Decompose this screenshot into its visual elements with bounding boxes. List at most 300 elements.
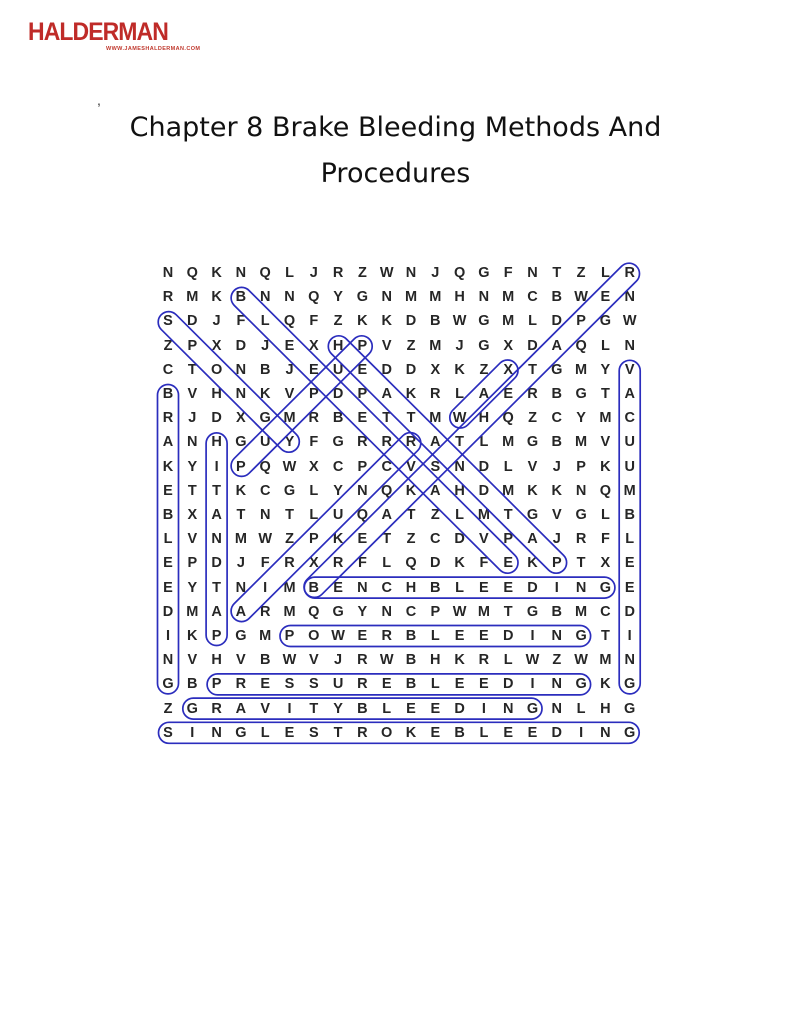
grid-letter: G <box>235 434 247 451</box>
grid-letter: B <box>235 289 247 306</box>
grid-letter: E <box>357 361 368 378</box>
grid-letter: L <box>309 507 319 523</box>
grid-letter: B <box>430 313 441 330</box>
grid-letter: V <box>308 652 319 669</box>
grid-letter: R <box>357 652 368 669</box>
grid-letter: I <box>214 458 219 475</box>
grid-letter: D <box>381 361 392 378</box>
grid-letter: A <box>211 507 222 523</box>
grid-letter: I <box>579 724 584 741</box>
grid-letter: A <box>551 337 563 354</box>
grid-letter: V <box>187 531 198 548</box>
grid-letter: B <box>162 386 174 402</box>
grid-letter: F <box>479 555 489 572</box>
grid-letter: U <box>624 458 635 475</box>
grid-letter: Q <box>381 482 393 499</box>
grid-letter: K <box>187 628 198 644</box>
grid-letter: L <box>600 507 610 523</box>
grid-letter: D <box>405 313 417 330</box>
grid-letter: I <box>263 579 268 596</box>
grid-letter: K <box>527 555 538 572</box>
grid-letter: W <box>379 265 394 281</box>
grid-letter: K <box>527 482 538 499</box>
grid-letter: G <box>356 289 369 306</box>
grid-letter: B <box>430 579 441 596</box>
grid-letter: G <box>575 628 587 644</box>
grid-letter: M <box>283 579 296 596</box>
grid-letter: N <box>162 265 174 281</box>
grid-letter: O <box>308 628 320 644</box>
grid-letter: V <box>236 652 246 669</box>
grid-letter: W <box>282 458 297 475</box>
grid-letter: A <box>624 386 635 402</box>
grid-letter: T <box>236 507 246 523</box>
grid-letter: A <box>430 434 441 451</box>
grid-letter: L <box>503 652 513 669</box>
grid-letter: E <box>163 482 173 499</box>
grid-letter: I <box>530 628 535 644</box>
grid-letter: M <box>575 434 588 451</box>
grid-letter: M <box>429 337 442 354</box>
grid-letter: S <box>430 458 441 475</box>
grid-letter: M <box>283 603 296 620</box>
grid-letter: I <box>190 724 195 741</box>
grid-letter: K <box>454 361 465 378</box>
grid-letter: K <box>551 482 563 499</box>
grid-letter: G <box>526 603 539 620</box>
grid-letter: N <box>575 579 587 596</box>
grid-letter: L <box>479 724 489 741</box>
grid-letter: B <box>187 676 198 693</box>
grid-letter: L <box>600 337 610 354</box>
grid-letter: J <box>334 652 343 669</box>
grid-letter: T <box>406 410 416 427</box>
grid-letter: T <box>382 531 392 548</box>
grid-letter: D <box>162 603 174 620</box>
grid-letter: T <box>212 579 222 596</box>
grid-letter: K <box>235 482 247 499</box>
grid-letter: J <box>236 555 245 572</box>
grid-letter: Q <box>308 289 320 306</box>
grid-letter: N <box>235 265 247 281</box>
grid-letter: W <box>331 628 345 644</box>
grid-letter: M <box>502 482 515 499</box>
grid-letter: A <box>235 603 247 620</box>
grid-letter: P <box>576 458 586 475</box>
grid-letter: T <box>552 265 562 281</box>
grid-letter: S <box>308 676 319 693</box>
grid-letter: E <box>357 410 368 427</box>
grid-letter: L <box>528 313 537 330</box>
grid-letter: A <box>381 386 392 402</box>
grid-letter: J <box>552 458 561 475</box>
grid-letter: W <box>282 652 297 669</box>
grid-letter: H <box>478 410 490 427</box>
grid-letter: N <box>259 289 271 306</box>
grid-letter: G <box>162 676 174 693</box>
grid-letter: L <box>430 676 440 693</box>
grid-letter: Z <box>552 652 562 669</box>
grid-letter: P <box>308 386 319 402</box>
grid-letter: Y <box>576 410 586 427</box>
grid-letter: Y <box>284 434 295 451</box>
grid-letter: D <box>624 603 635 620</box>
grid-letter: H <box>600 700 611 717</box>
grid-letter: H <box>211 386 222 402</box>
grid-letter: L <box>430 628 440 644</box>
grid-letter: C <box>381 458 392 475</box>
grid-letter: R <box>478 652 490 669</box>
grid-letter: V <box>600 434 611 451</box>
grid-letter: Y <box>333 482 343 499</box>
grid-letter: G <box>526 434 539 451</box>
grid-letter: N <box>502 700 514 717</box>
grid-letter: Y <box>187 579 198 596</box>
grid-letter: Z <box>285 531 294 548</box>
grid-letter: X <box>503 337 514 354</box>
grid-letter: N <box>405 265 417 281</box>
grid-letter: G <box>259 410 271 427</box>
grid-letter: G <box>575 676 587 693</box>
grid-letter: Z <box>357 265 367 281</box>
grid-letter: D <box>551 724 563 741</box>
grid-letter: N <box>211 531 222 548</box>
grid-letter: B <box>551 603 563 620</box>
grid-letter: S <box>284 676 295 693</box>
grid-letter: V <box>406 458 416 475</box>
grid-letter: R <box>235 676 247 693</box>
grid-letter: D <box>211 555 222 572</box>
grid-letter: N <box>527 265 538 281</box>
page-title-line1: Chapter 8 Brake Bleeding Methods And <box>129 112 662 143</box>
page-title-line2: Procedures <box>320 158 471 189</box>
grid-letter: N <box>357 579 368 596</box>
grid-letter: P <box>236 458 246 475</box>
grid-letter: T <box>333 724 343 741</box>
grid-letter: X <box>308 458 319 475</box>
grid-letter: Y <box>333 289 343 306</box>
grid-letter: R <box>405 434 417 451</box>
grid-letter: L <box>600 265 610 281</box>
grid-letter: H <box>405 579 417 596</box>
grid-letter: M <box>502 289 515 306</box>
grid-letter: G <box>624 724 636 741</box>
grid-letter: P <box>357 386 368 402</box>
grid-letter: B <box>405 628 417 644</box>
grid-letter: K <box>454 652 465 669</box>
grid-letter: K <box>405 482 417 499</box>
grid-letter: N <box>381 603 392 620</box>
grid-letter: A <box>381 507 392 523</box>
grid-letter: U <box>332 361 344 378</box>
grid-letter: J <box>212 313 221 330</box>
grid-letter: N <box>284 289 295 306</box>
grid-letter: Q <box>502 410 514 427</box>
grid-letter: C <box>551 410 563 427</box>
grid-letter: T <box>406 507 416 523</box>
grid-letter: G <box>624 676 636 693</box>
grid-letter: B <box>454 724 465 741</box>
grid-letter: L <box>285 265 294 281</box>
grid-letter: N <box>235 579 247 596</box>
grid-letter: Q <box>356 507 369 523</box>
grid-letter: K <box>162 458 174 475</box>
logo-tagline-text: WWW.JAMESHALDERMAN.COM <box>106 46 201 52</box>
grid-letter: T <box>600 628 610 644</box>
grid-letter: N <box>551 700 563 717</box>
grid-letter: B <box>551 289 563 306</box>
grid-letter: L <box>309 482 319 499</box>
grid-letter: Q <box>599 482 612 499</box>
grid-letter: T <box>503 507 513 523</box>
grid-letter: N <box>624 337 635 354</box>
grid-letter: E <box>479 579 489 596</box>
grid-letter: F <box>236 313 246 330</box>
grid-letter: F <box>309 434 319 451</box>
grid-letter: R <box>357 676 368 693</box>
grid-letter: M <box>234 531 247 548</box>
grid-letter: W <box>452 603 467 620</box>
grid-letter: Z <box>163 337 173 354</box>
grid-letter: Y <box>333 700 343 717</box>
grid-letter: E <box>624 579 635 596</box>
grid-letter: L <box>260 313 270 330</box>
grid-letter: L <box>455 579 465 596</box>
grid-letter: M <box>477 603 490 620</box>
grid-letter: Q <box>453 265 466 281</box>
grid-letter: R <box>162 410 174 427</box>
grid-letter: F <box>309 313 319 330</box>
grid-letter: E <box>406 700 416 717</box>
grid-letter: S <box>308 724 319 741</box>
grid-letter: D <box>454 700 465 717</box>
grid-letter: G <box>235 628 247 644</box>
grid-letter: P <box>357 458 368 475</box>
grid-letter: K <box>405 724 417 741</box>
grid-letter: R <box>575 531 587 548</box>
grid-letter: B <box>405 676 417 693</box>
grid-letter: E <box>503 555 514 572</box>
grid-letter: V <box>260 700 271 717</box>
grid-letter: P <box>551 555 562 572</box>
grid-letter: Q <box>259 458 271 475</box>
grid-letter: E <box>600 289 611 306</box>
grid-letter: T <box>455 434 465 451</box>
grid-letter: J <box>455 337 464 354</box>
grid-letter: E <box>284 724 295 741</box>
grid-letter: Z <box>430 507 440 523</box>
grid-letter: L <box>503 458 513 475</box>
grid-letter: T <box>212 482 222 499</box>
grid-letter: K <box>381 313 392 330</box>
grid-letter: D <box>187 313 198 330</box>
grid-letter: V <box>479 531 489 548</box>
grid-letter: H <box>430 652 441 669</box>
grid-letter: E <box>479 676 489 693</box>
grid-letter: M <box>404 289 418 306</box>
grid-letter: V <box>527 458 538 475</box>
grid-letter: A <box>235 700 247 717</box>
grid-letter: R <box>624 265 635 281</box>
grid-letter: K <box>600 458 611 475</box>
grid-letter: T <box>309 700 319 717</box>
grid-letter: G <box>575 386 587 402</box>
grid-letter: G <box>478 265 490 281</box>
grid-letter: T <box>576 555 586 572</box>
grid-letter: G <box>235 724 247 741</box>
grid-letter: U <box>624 434 635 451</box>
grid-letter: O <box>210 361 223 378</box>
grid-letter: G <box>478 313 490 330</box>
grid-letter: M <box>477 507 490 523</box>
grid-letter: L <box>455 386 465 402</box>
grid-letter: Z <box>479 361 489 378</box>
grid-letter: F <box>357 555 367 572</box>
grid-letter: U <box>259 434 271 451</box>
grid-letter: C <box>332 458 344 475</box>
grid-letter: N <box>357 482 368 499</box>
grid-letter: W <box>574 289 588 306</box>
grid-letter: L <box>479 434 489 451</box>
grid-letter: H <box>454 289 465 306</box>
grid-letter: M <box>502 434 515 451</box>
grid-letter: P <box>503 531 514 548</box>
grid-letter: Q <box>259 265 271 281</box>
grid-letter: T <box>600 386 610 402</box>
logo-brand-text: HALDERMAN <box>28 18 168 46</box>
grid-letter: L <box>260 724 270 741</box>
grid-letter: Q <box>283 313 296 330</box>
grid-letter: B <box>332 410 344 427</box>
grid-letter: I <box>481 700 486 717</box>
grid-letter: L <box>382 555 392 572</box>
grid-letter: Y <box>357 603 368 620</box>
grid-letter: O <box>381 724 393 741</box>
grid-letter: J <box>309 265 318 281</box>
grid-letter: W <box>574 652 588 669</box>
grid-letter: R <box>381 434 392 451</box>
grid-letter: Z <box>406 531 416 548</box>
grid-letter: J <box>431 265 440 281</box>
grid-letter: M <box>502 313 515 330</box>
grid-letter: B <box>624 507 635 523</box>
grid-letter: G <box>575 507 587 523</box>
grid-letter: W <box>379 652 394 669</box>
grid-letter: N <box>259 507 271 523</box>
grid-letter: Q <box>575 337 587 354</box>
grid-letter: W <box>525 652 540 669</box>
grid-letter: D <box>332 386 344 402</box>
grid-letter: X <box>187 507 198 523</box>
grid-letter: G <box>526 507 539 523</box>
grid-letter: N <box>575 482 587 499</box>
grid-letter: V <box>381 337 392 354</box>
grid-letter: F <box>503 265 513 281</box>
grid-letter: M <box>283 410 296 427</box>
grid-letter: T <box>382 410 392 427</box>
grid-letter: R <box>162 289 174 306</box>
grid-letter: R <box>357 434 368 451</box>
grid-letter: M <box>429 289 442 306</box>
grid-letter: I <box>554 579 559 596</box>
grid-letter: E <box>454 628 465 644</box>
grid-letter: D <box>478 482 490 499</box>
grid-letter: X <box>503 361 514 378</box>
grid-letter: P <box>284 628 295 644</box>
grid-letter: D <box>405 361 417 378</box>
grid-letter: V <box>187 386 198 402</box>
grid-letter: K <box>405 386 417 402</box>
grid-letter: N <box>478 289 490 306</box>
grid-letter: D <box>478 458 490 475</box>
grid-letter: R <box>332 265 344 281</box>
grid-letter: D <box>527 579 538 596</box>
grid-letter: J <box>552 531 561 548</box>
grid-letter: B <box>551 386 563 402</box>
grid-letter: E <box>284 337 295 354</box>
grid-letter: E <box>624 555 635 572</box>
grid-letter: A <box>430 482 441 499</box>
grid-letter: J <box>261 337 270 354</box>
grid-letter: K <box>211 289 222 306</box>
grid-letter: N <box>551 628 563 644</box>
grid-letter: V <box>551 507 562 523</box>
grid-letter: D <box>211 410 222 427</box>
grid-letter: D <box>502 676 514 693</box>
grid-letter: T <box>503 603 513 620</box>
grid-letter: X <box>308 555 319 572</box>
grid-letter: M <box>575 361 588 378</box>
grid-letter: Y <box>187 458 198 475</box>
grid-letter: E <box>308 361 319 378</box>
grid-letter: D <box>527 337 538 354</box>
stray-scan-mark: , <box>97 92 101 108</box>
grid-letter: A <box>478 386 490 402</box>
grid-letter: J <box>188 410 197 427</box>
grid-letter: Z <box>333 313 343 330</box>
grid-letter: C <box>527 289 538 306</box>
grid-letter: K <box>600 676 611 693</box>
grid-letter: N <box>211 724 222 741</box>
grid-letter: J <box>285 361 294 378</box>
grid-letter: D <box>502 628 514 644</box>
grid-letter: R <box>332 555 344 572</box>
grid-letter: E <box>454 676 465 693</box>
grid-letter: N <box>600 724 611 741</box>
grid-letter: N <box>235 361 247 378</box>
grid-letter: S <box>163 313 173 330</box>
grid-letter: K <box>259 386 271 402</box>
grid-letter: A <box>162 434 174 451</box>
grid-letter: H <box>332 337 344 354</box>
grid-letter: Z <box>163 700 173 717</box>
grid-letter: H <box>211 434 222 451</box>
grid-letter: K <box>211 265 222 281</box>
grid-letter: K <box>454 555 465 572</box>
grid-letter: E <box>381 676 392 693</box>
grid-letter: V <box>187 652 198 669</box>
grid-letter: E <box>503 386 514 402</box>
grid-letter: B <box>357 700 368 717</box>
grid-letter: P <box>211 628 222 644</box>
grid-letter: F <box>600 531 610 548</box>
grid-letter: X <box>600 555 611 572</box>
grid-letter: R <box>211 700 222 717</box>
grid-letter: T <box>285 507 294 523</box>
grid-letter: R <box>259 603 271 620</box>
grid-letter: B <box>405 652 417 669</box>
grid-letter: D <box>430 555 441 572</box>
